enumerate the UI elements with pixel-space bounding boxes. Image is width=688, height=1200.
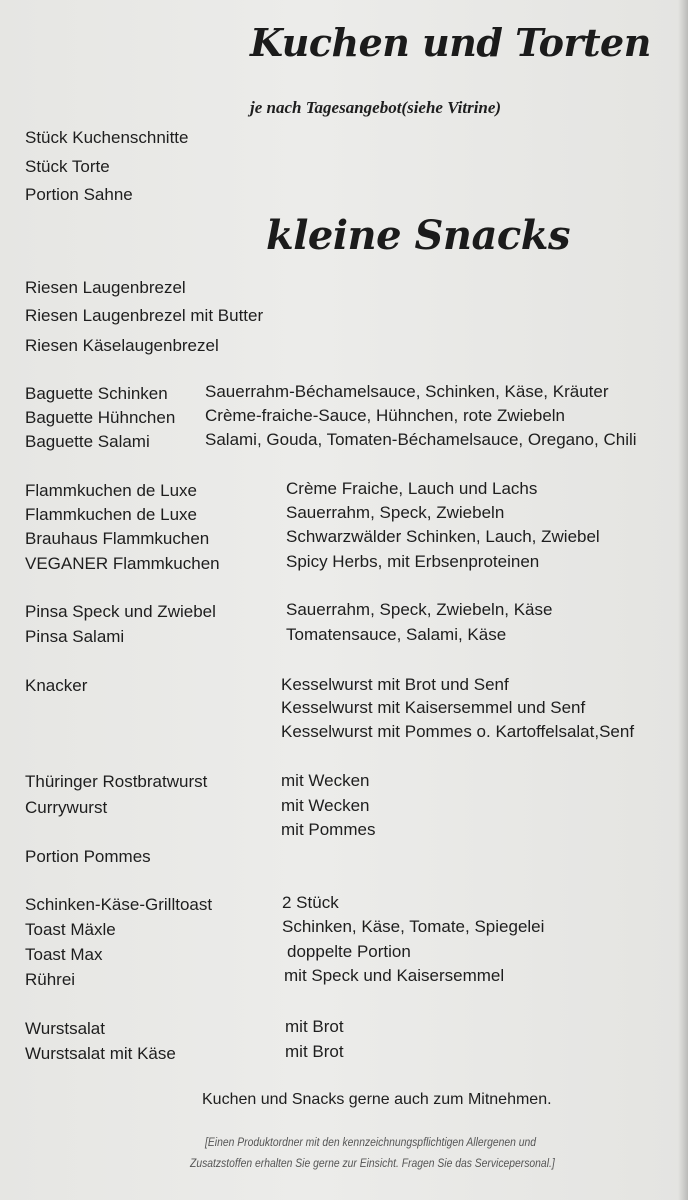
menu-item-name: Baguette Hühnchen — [25, 408, 176, 427]
menu-item-name: Toast Mäxle — [25, 920, 116, 939]
menu-item-name: Pinsa Salami — [25, 627, 125, 646]
menu-item-desc: mit Wecken — [281, 771, 370, 790]
menu-item-name: Brauhaus Flammkuchen — [25, 529, 210, 548]
menu-item-desc: Crème Fraiche, Lauch und Lachs — [286, 479, 538, 498]
menu-item-name: Wurstsalat — [25, 1019, 105, 1038]
menu-item-name: Schinken-Käse-Grilltoast — [25, 895, 213, 914]
menu-item-desc: Kesselwurst mit Pommes o. Kartoffelsalat,Senf — [281, 722, 635, 741]
page-edge-shadow — [678, 0, 688, 1200]
menu-item-name: Portion Pommes — [25, 847, 151, 866]
menu-item-name: Riesen Laugenbrezel — [25, 278, 186, 297]
menu-item-desc: Sauerrahm-Béchamelsauce, Schinken, Käse, Kräuter — [205, 382, 609, 401]
menu-item-desc: Sauerrahm, Speck, Zwiebeln — [286, 503, 505, 522]
menu-item-desc: Salami, Gouda, Tomaten-Béchamelsauce, Oregano, Chili — [205, 430, 637, 449]
allergen-note-line: Zusatzstoffen erhalten Sie gerne zur Einsicht. Fragen Sie das Servicepersonal.] — [190, 1158, 555, 1170]
menu-item-desc: Schwarzwälder Schinken, Lauch, Zwiebel — [286, 527, 600, 546]
section-subtitle-kuchen: je nach Tagesangebot(siehe Vitrine) — [250, 98, 502, 117]
menu-item-name: Thüringer Rostbratwurst — [25, 772, 208, 791]
menu-item-desc: mit Brot — [285, 1017, 344, 1036]
menu-item-name: Stück Kuchenschnitte — [25, 128, 189, 147]
menu-item-name: VEGANER Flammkuchen — [25, 554, 220, 573]
menu-item-desc: Tomatensauce, Salami, Käse — [286, 625, 507, 644]
menu-item-name: Riesen Laugenbrezel mit Butter — [25, 306, 264, 325]
menu-item-desc: Sauerrahm, Speck, Zwiebeln, Käse — [286, 600, 553, 619]
menu-item-name: Flammkuchen de Luxe — [25, 481, 197, 500]
menu-item-desc: Crème-fraiche-Sauce, Hühnchen, rote Zwiebeln — [205, 406, 566, 425]
menu-item-desc: mit Pommes — [281, 820, 376, 839]
section-title-kuchen: Kuchen und Torten — [250, 20, 651, 65]
menu-item-desc: 2 Stück — [282, 893, 339, 912]
menu-item-desc: mit Wecken — [281, 796, 370, 815]
menu-item-name: Pinsa Speck und Zwiebel — [25, 602, 216, 621]
menu-item-desc: Kesselwurst mit Brot und Senf — [281, 675, 509, 694]
takeaway-note: Kuchen und Snacks gerne auch zum Mitnehmen. — [202, 1091, 552, 1108]
menu-item-name: Baguette Salami — [25, 432, 150, 451]
menu-item-name: Knacker — [25, 676, 88, 695]
allergen-note-line: [Einen Produktordner mit den kennzeichnungspflichtigen Allergenen und — [205, 1137, 537, 1149]
menu-item-desc: Spicy Herbs, mit Erbsenproteinen — [286, 552, 540, 571]
menu-item-name: Riesen Käselaugenbrezel — [25, 336, 219, 355]
menu-item-name: Rührei — [25, 970, 76, 989]
menu-item-desc: Schinken, Käse, Tomate, Spiegelei — [282, 917, 545, 936]
menu-item-desc: Kesselwurst mit Kaisersemmel und Senf — [281, 698, 586, 717]
menu-item-desc: doppelte Portion — [287, 942, 411, 961]
menu-item-desc: mit Brot — [285, 1042, 344, 1061]
menu-item-name: Stück Torte — [25, 157, 110, 176]
menu-item-name: Baguette Schinken — [25, 384, 168, 403]
menu-item-name: Currywurst — [25, 798, 108, 817]
menu-item-name: Portion Sahne — [25, 185, 133, 204]
menu-item-name: Wurstsalat mit Käse — [25, 1044, 176, 1063]
menu-item-name: Flammkuchen de Luxe — [25, 505, 197, 524]
section-title-snacks: kleine Snacks — [266, 212, 570, 259]
menu-item-name: Toast Max — [25, 945, 103, 964]
menu-item-desc: mit Speck und Kaisersemmel — [284, 966, 505, 985]
